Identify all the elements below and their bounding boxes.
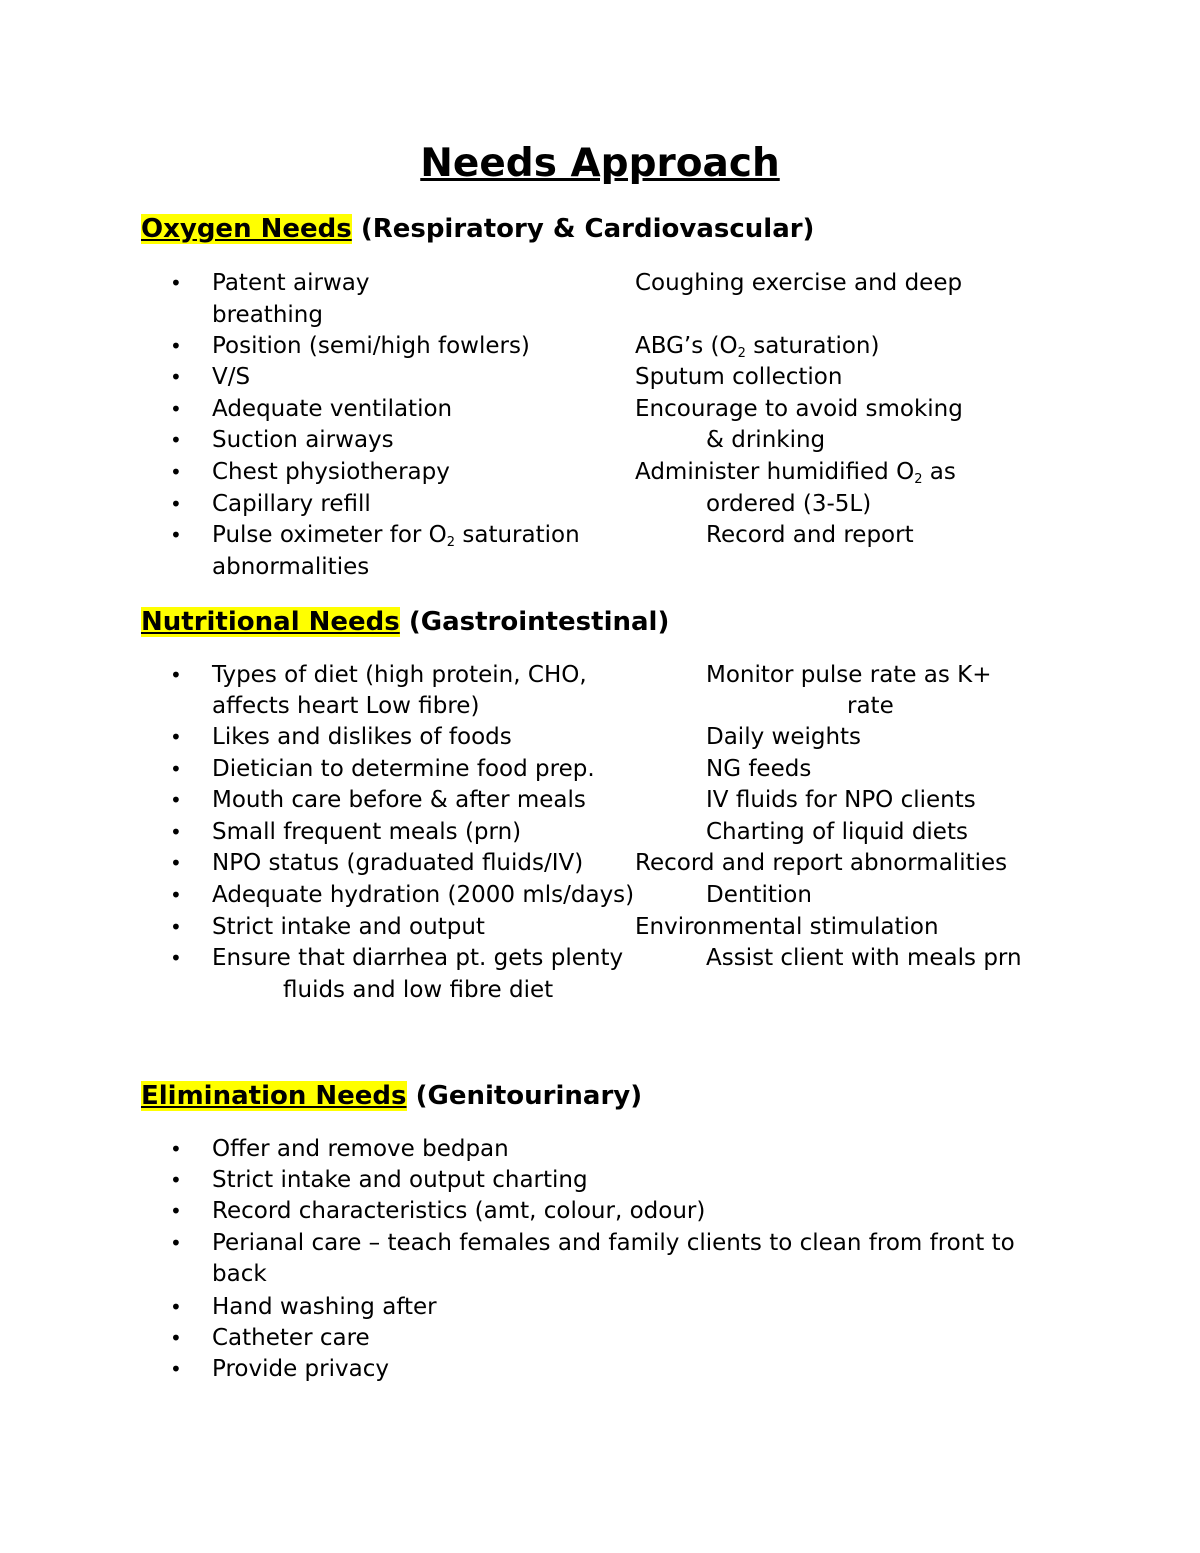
oxygen-system: (Respiratory & Cardiovascular) — [360, 214, 815, 244]
bullet-icon: • — [170, 883, 182, 907]
bullet-icon: • — [170, 915, 182, 939]
bullet-icon: • — [170, 1199, 182, 1223]
list-item: Suction airways — [212, 427, 394, 453]
nutrition-system: (Gastrointestinal) — [408, 607, 670, 637]
list-item: Strict intake and output — [212, 914, 485, 940]
list-item: Types of diet (high protein, CHO, — [212, 662, 587, 688]
elimination-label: Elimination Needs — [141, 1081, 407, 1111]
bullet-icon: • — [170, 757, 182, 781]
bullet-icon: • — [170, 788, 182, 812]
elimination-heading — [141, 1080, 642, 1112]
list-item: Record characteristics (amt, colour, odour) — [212, 1198, 706, 1224]
list-item: Encourage to avoid smoking — [635, 396, 963, 422]
list-item: Charting of liquid diets — [706, 819, 968, 845]
list-item: Assist client with meals prn — [706, 945, 1022, 971]
list-item: Monitor pulse rate as K+ — [706, 662, 992, 688]
bullet-icon: • — [170, 1295, 182, 1319]
page-title: Needs Approach — [420, 141, 780, 186]
bullet-icon: • — [170, 1137, 182, 1161]
list-item-continuation: ordered (3-5L) — [706, 491, 872, 517]
oxygen-heading — [141, 213, 814, 245]
oxygen-label: Oxygen Needs — [141, 214, 352, 244]
list-item: Capillary refill — [212, 491, 371, 517]
list-item: Administer humidified $O_2$ as — [635, 459, 956, 487]
list-item: ABG’s ($O_2$ saturation) — [635, 333, 880, 361]
bullet-icon: • — [170, 271, 182, 295]
list-item-continuation: abnormalities — [212, 554, 370, 580]
list-item-continuation: & drinking — [706, 427, 826, 453]
bullet-icon: • — [170, 397, 182, 421]
bullet-icon: • — [170, 1326, 182, 1350]
list-item: NG feeds — [706, 756, 812, 782]
list-item: NPO status (graduated fluids/IV) — [212, 850, 584, 876]
list-item: Sputum collection — [635, 364, 843, 390]
bullet-icon: • — [170, 1168, 182, 1192]
list-item: Provide privacy — [212, 1356, 389, 1382]
list-item-continuation: affects heart Low fibre) — [212, 693, 480, 719]
list-item: V/S — [212, 364, 251, 390]
nutrition-heading — [141, 606, 669, 638]
list-item: Adequate ventilation — [212, 396, 453, 422]
list-item: Record and report abnormalities — [635, 850, 1008, 876]
list-item: Perianal care – teach females and family clients to clean from front to — [212, 1230, 1015, 1256]
list-item: Pulse oximeter for $O_2$ saturation — [212, 522, 580, 550]
bullet-icon: • — [170, 365, 182, 389]
list-item: Likes and dislikes of foods — [212, 724, 512, 750]
nutrition-label: Nutritional Needs — [141, 607, 400, 637]
list-item: Strict intake and output charting — [212, 1167, 588, 1193]
bullet-icon: • — [170, 820, 182, 844]
list-item-continuation: fluids and low fibre diet — [283, 977, 554, 1003]
list-item: Dietician to determine food prep. — [212, 756, 595, 782]
bullet-icon: • — [170, 492, 182, 516]
bullet-icon: • — [170, 1231, 182, 1255]
bullet-icon: • — [170, 946, 182, 970]
list-item: Coughing exercise and deep — [635, 270, 963, 296]
bullet-icon: • — [170, 1357, 182, 1381]
list-item: Ensure that diarrhea pt. gets plenty — [212, 945, 624, 971]
bullet-icon: • — [170, 663, 182, 687]
list-item: Daily weights — [706, 724, 862, 750]
list-item: Small frequent meals (prn) — [212, 819, 522, 845]
list-item: Environmental stimulation — [635, 914, 939, 940]
list-item: Adequate hydration (2000 mls/days) — [212, 882, 635, 908]
list-item: Hand washing after — [212, 1294, 437, 1320]
list-item-continuation: breathing — [212, 302, 323, 328]
list-item-continuation: rate — [847, 693, 894, 719]
bullet-icon: • — [170, 334, 182, 358]
list-item: Position (semi/high fowlers) — [212, 333, 530, 359]
list-item: Record and report — [706, 522, 914, 548]
bullet-icon: • — [170, 725, 182, 749]
bullet-icon: • — [170, 460, 182, 484]
list-item: Patent airway — [212, 270, 370, 296]
list-item: Mouth care before & after meals — [212, 787, 586, 813]
list-item: IV fluids for NPO clients — [706, 787, 976, 813]
list-item: Chest physiotherapy — [212, 459, 450, 485]
elimination-system: (Genitourinary) — [415, 1081, 643, 1111]
bullet-icon: • — [170, 428, 182, 452]
list-item: Offer and remove bedpan — [212, 1136, 509, 1162]
bullet-icon: • — [170, 523, 182, 547]
list-item: Dentition — [706, 882, 812, 908]
list-item-continuation: back — [212, 1261, 267, 1287]
list-item: Catheter care — [212, 1325, 370, 1351]
bullet-icon: • — [170, 851, 182, 875]
